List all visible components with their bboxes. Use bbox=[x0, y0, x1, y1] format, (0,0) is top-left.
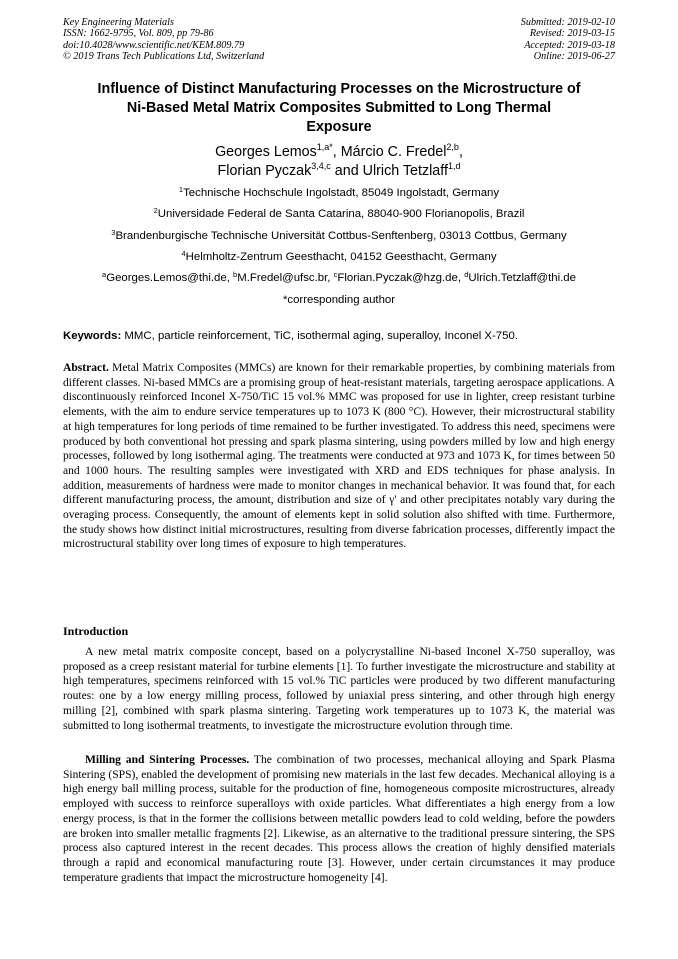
author-name: Márcio C. Fredel bbox=[340, 144, 447, 160]
keywords-text: MMC, particle reinforcement, TiC, isothermal aging, superalloy, Inconel X-750. bbox=[124, 330, 518, 342]
affiliation-text: Universidade Federal de Santa Catarina, 88040-900 Florianopolis, Brazil bbox=[157, 208, 525, 220]
author-affiliation-mark: 2,b bbox=[446, 142, 459, 152]
copyright-line: © 2019 Trans Tech Publications Ltd, Switzerland bbox=[63, 51, 265, 63]
email-mark: a bbox=[102, 270, 107, 279]
affiliation bbox=[20, 186, 658, 200]
author-name: Ulrich Tetzlaff bbox=[362, 163, 448, 179]
title-line: Influence of Distinct Manufacturing Processes on the Microstructure of bbox=[97, 81, 581, 97]
title-line: Exposure bbox=[306, 119, 372, 135]
paragraph-text: A new metal matrix composite concept, based on a polycrystalline Ni-based Inconel X-750 superalloy, was proposed as a creep resistant material for turbine elements [1]. To further investigate the microstructure and stability at high temperatures, specimens reinforced with 15 vol.% TiC particles were produced by two different manufacturing routes: one by a low energy milling process, followed by uniaxial press sintering, and other through high energy milling [2], combined with spark plasma sintering. Targeting work temperatures up to 1073 K, the material was submitted to long isothermal treatments, to investigate the microstructure evolution through time. bbox=[63, 646, 615, 732]
email-line: $^a$Georges.Lemos@thi.de, $^b$M.Fredel@ufsc.br, $^c$Florian.Pyczak@hzg.de, $^d$Ulrich.Tetzlaff@thi.de bbox=[102, 270, 576, 284]
author-list bbox=[40, 143, 638, 181]
journal-name: Key Engineering Materials bbox=[63, 17, 174, 28]
email-mark: c bbox=[333, 270, 338, 279]
email-link[interactable]: Florian.Pyczak@hzg.de bbox=[337, 272, 458, 284]
author-name: Georges Lemos bbox=[215, 144, 317, 160]
journal-header-right bbox=[521, 17, 615, 63]
affiliation-mark: 1 bbox=[178, 185, 184, 194]
author-affiliation-mark: 1,d bbox=[447, 161, 461, 171]
affiliation-mark: 4 bbox=[181, 249, 186, 258]
paper-title bbox=[50, 80, 628, 137]
email-link[interactable]: Georges.Lemos@thi.de bbox=[106, 272, 227, 284]
affiliation-text: Technische Hochschule Ingolstadt, 85049 Ingolstadt, Germany bbox=[183, 187, 500, 199]
email-link[interactable]: Ulrich.Tetzlaff@thi.de bbox=[468, 272, 576, 284]
submitted-date: Submitted: 2019-02-10 bbox=[520, 17, 615, 28]
affiliation-text: Brandenburgische Technische Universität Cottbus-Senftenberg, 03013 Cottbus, Germany bbox=[115, 230, 567, 242]
affiliation bbox=[20, 250, 658, 264]
email-mark: d bbox=[464, 270, 469, 279]
affiliation-text: Helmholtz-Zentrum Geesthacht, 04152 Geesthacht, Germany bbox=[185, 251, 497, 263]
abstract-label: Abstract. bbox=[63, 362, 109, 374]
title-line: Ni-Based Metal Matrix Composites Submitted to Long Thermal bbox=[126, 100, 552, 116]
author-affiliation-mark: 3,4,c bbox=[311, 161, 331, 171]
corresponding-author-note: *corresponding author bbox=[282, 294, 396, 306]
email-link[interactable]: M.Fredel@ufsc.br bbox=[237, 272, 328, 284]
section-heading: Introduction bbox=[63, 624, 129, 638]
abstract-text: Metal Matrix Composites (MMCs) are known for their remarkable properties, by combining materials from different classes. Ni-based MMCs are a promising group of heat-resistant materials, targeting aerospace applications. A discontinuously reinforced Inconel X-750/TiC 15 vol.% MMC was proposed for use in lighter, creep resistant turbine elements, with the aim to endure service temperatures up to 1073 K (800 °C). However, their microstructural stability at high temperatures for long periods of time remained to be further investigated. To address this need, specimens were produced by both conventional hot pressing and spark plasma sintering, using powders milled by low and high energy processes, followed by long isothermal aging. The treatments were conducted at 973 and 1073 K, for times between 50 and 1000 hours. The resulting samples were investigated with XRD and EDS techniques for phase analysis. In addition, measurements of hardness were made to monitor changes in mechanical behavior. It was found that, for each different manufacturing process, the amount, distribution and size of γ' and other precipitates notably vary during the overaging process. Consequently, the amount of elements kept in solid solution also shifted with time. Furthermore, the study shows how distinct initial microstructures, resulting from diverse fabrication processes, differently impact the microstructural stability over long times of exposure to high temperatures. bbox=[63, 362, 615, 551]
author-line-1: Georges Lemos$^{1,a*}$, Márcio C. Fredel$^{2,b}$, bbox=[215, 142, 463, 160]
author-line-2 bbox=[40, 162, 638, 181]
paragraph bbox=[63, 753, 615, 885]
doi-line[interactable]: doi:10.4028/www.scientific.net/KEM.809.79 bbox=[63, 39, 245, 51]
revised-date: Revised: 2019-03-15 bbox=[529, 28, 615, 40]
keywords bbox=[63, 329, 615, 343]
affiliation bbox=[20, 229, 658, 243]
accepted-date: Accepted: 2019-03-18 bbox=[524, 39, 615, 51]
affiliation-mark: 2 bbox=[153, 206, 158, 215]
author-name: Florian Pyczak bbox=[217, 163, 312, 179]
author-conjunction: and bbox=[334, 163, 359, 179]
affiliation-mark: 3 bbox=[111, 228, 116, 237]
abstract bbox=[63, 361, 615, 552]
email-mark: b bbox=[233, 270, 238, 279]
run-in-heading: Milling and Sintering Processes. bbox=[85, 754, 250, 766]
paragraph-text: The combination of two processes, mechanical alloying and Spark Plasma Sintering (SPS), enabled the development of promising new materials in the last few decades. Mechanical alloying is a high energy ball milling process, suitable for the production of fine, homogeneous composite microstructures, already employed with success to reinforce superalloys with oxide particles. What differentiates a high energy from a low energy process, is that in the former the collisions between metallic powders lead to cold welding, before the powders are broken into smaller metallic fragments [2]. Likewise, as an alternative to the traditional pressure sintering, the SPS process also captured interest in the recent decades. This process allows the creation of highly densified materials through a rapid and economical manufacturing route [3]. However, under certain circumstances it may produce temperature gradients that impact the microstructure homogeneity [4]. bbox=[63, 754, 615, 884]
keywords-label: Keywords: bbox=[63, 330, 122, 342]
paragraph bbox=[63, 645, 615, 733]
author-affiliation-mark: 1,a* bbox=[316, 142, 333, 152]
issn-line: ISSN: 1662-9795, Vol. 809, pp 79-86 bbox=[63, 28, 214, 40]
online-date: Online: 2019-06-27 bbox=[533, 51, 615, 63]
journal-header-left bbox=[63, 17, 264, 63]
affiliation bbox=[20, 207, 658, 221]
